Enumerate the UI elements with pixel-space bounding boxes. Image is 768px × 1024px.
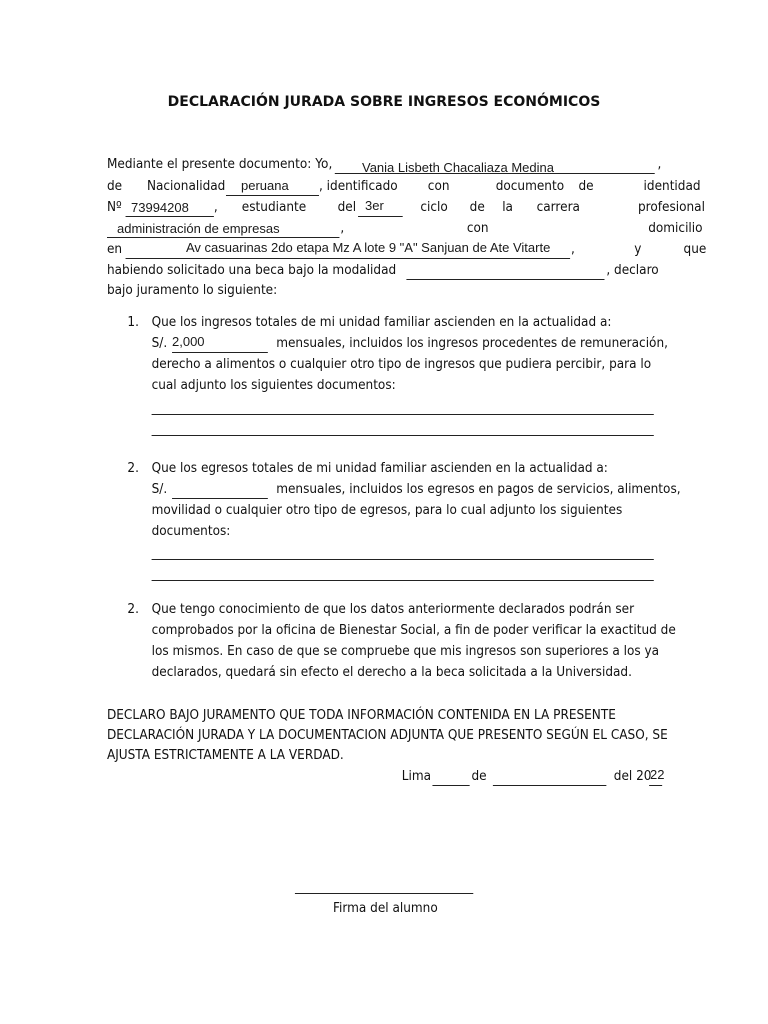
year-blank[interactable] [649,785,662,786]
income-documents-blank[interactable] [152,435,654,436]
year-value: 22 [650,767,665,782]
item1-text: derecho a alimentos o cualquier otro tipo de ingresos que pudiera percibir, para lo [151,357,652,372]
declaration-text: DECLARO BAJO JURAMENTO QUE TODA INFORMACIÓN CONTENIDA EN LA PRESENTE [106,708,616,723]
intro-text: , [571,242,575,257]
date-text: del 20 [613,769,652,784]
cycle-value: 3er [365,198,384,213]
id-number-value: 73994208 [131,200,189,215]
page-title: DECLARACIÓN JURADA SOBRE INGRESOS ECONÓMICOS [167,94,601,110]
item-number: 1. [127,315,139,330]
income-value: 2,000 [172,334,205,349]
intro-text: la [502,200,513,215]
item2-text: movilidad o cualquier otro tipo de egresos, para lo cual adjunto los siguientes [151,503,623,518]
item2-text: Que los egresos totales de mi unidad familiar ascienden en la actualidad a: [151,461,608,476]
item2-text: documentos: [151,524,231,539]
intro-text: , [340,221,345,236]
address-blank[interactable] [126,258,571,259]
date-text: Lima [401,769,432,784]
intro-text: estudiante [241,200,307,215]
intro-text: con [466,221,489,236]
intro-text: Nº [106,200,122,215]
date-text: de [471,769,487,784]
item3-text: Que tengo conocimiento de que los datos anteriormente declarados podrán ser [151,602,635,617]
intro-text: profesional [637,200,705,215]
signature-label: Firma del alumno [332,901,438,916]
career-value: administración de empresas [117,221,280,236]
intro-text: habiendo solicitado una beca bajo la modalidad [106,263,397,278]
item2-text: S/. [151,482,168,497]
id-number-blank[interactable] [126,216,214,217]
intro-text: , [657,157,662,172]
intro-text: y [634,242,642,257]
name-value: Vania Lisbeth Chacaliaza Medina [362,160,554,175]
intro-text: en [106,242,123,257]
intro-text: del [337,200,357,215]
intro-text: identidad [643,179,701,194]
cycle-blank[interactable] [358,216,403,217]
income-blank[interactable] [172,352,268,353]
intro-text: de [106,179,123,194]
signature-line[interactable] [295,893,474,894]
intro-text: , declaro [606,263,659,278]
intro-text: que [683,242,707,257]
intro-text: domicilio [648,221,703,236]
intro-text: bajo juramento lo siguiente: [106,283,278,298]
intro-text: de [578,179,594,194]
day-blank[interactable] [432,785,469,786]
address-value: Av casuarinas 2do etapa Mz A lote 9 "A" Sanjuan de Ate Vitarte [186,240,551,255]
intro-text: Yo, [315,157,333,172]
nationality-blank[interactable] [226,195,319,196]
item1-text: cual adjunto los siguientes documentos: [151,378,396,393]
income-documents-blank[interactable] [152,414,654,415]
item1-text: mensuales, incluidos los ingresos procedentes de remuneración, [276,336,668,351]
nationality-value: peruana [241,178,289,193]
intro-text: , [213,200,218,215]
intro-text: con [427,179,450,194]
expenses-blank[interactable] [172,498,268,499]
item1-text: Que los ingresos totales de mi unidad familiar ascienden en la actualidad a: [151,315,612,330]
modality-blank[interactable] [406,279,604,280]
declaration-text: DECLARACIÓN JURADA Y LA DOCUMENTACION ADJUNTA QUE PRESENTO SEGÚN EL CASO, SE [106,728,668,743]
item-number: 2. [127,461,139,476]
item3-text: comprobados por la oficina de Bienestar Social, a fin de poder verificar la exactitud de [151,623,676,638]
expenses-documents-blank[interactable] [152,559,654,560]
item1-text: S/. [151,336,168,351]
career-blank[interactable] [107,237,340,238]
declaration-text: AJUSTA ESTRICTAMENTE A LA VERDAD. [106,748,344,763]
intro-text: Mediante el presente documento: [106,157,312,172]
intro-text: documento [495,179,565,194]
intro-text: carrera [536,200,580,215]
intro-text: de [469,200,485,215]
expenses-documents-blank[interactable] [152,580,654,581]
month-blank[interactable] [493,785,606,786]
item3-text: declarados, quedará sin efecto el derecho a la beca solicitada a la Universidad. [151,665,632,680]
intro-text: ciclo [420,200,448,215]
item2-text: mensuales, incluidos los egresos en pagos de servicios, alimentos, [276,482,681,497]
intro-text: Nacionalidad [146,179,226,194]
item-number: 2. [127,602,139,617]
intro-text: , identificado [318,179,398,194]
item3-text: los mismos. En caso de que se compruebe que mis ingresos son superiores a los ya [151,644,660,659]
